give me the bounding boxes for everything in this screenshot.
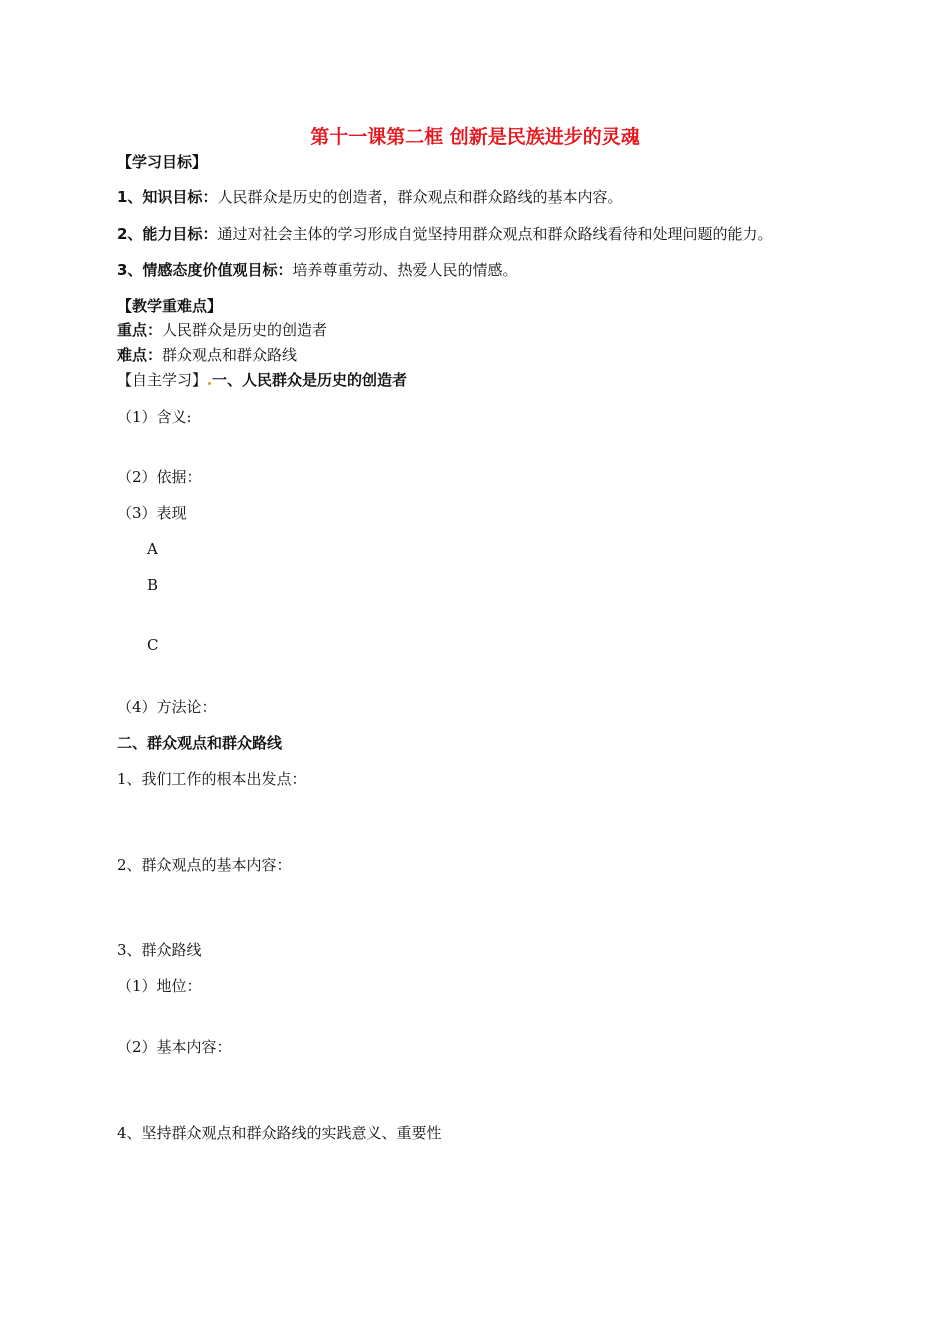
objective-label: 1、知识目标：: [117, 188, 218, 206]
part1-sub-a: A: [147, 540, 158, 558]
part2-item-content: 2、群众观点的基本内容：: [117, 856, 292, 874]
part1-item-meaning: （1）含义:: [117, 408, 192, 426]
objective-text: 培养尊重劳动、热爱人民的情感。: [292, 261, 518, 279]
part2-item-status: （1）地位：: [117, 977, 202, 995]
part2-item-significance: 4、坚持群众观点和群众路线的实践意义、重要性: [117, 1124, 442, 1142]
section-keypoints-heading: 【教学重难点】: [117, 297, 223, 315]
self-study-line: [117, 370, 407, 390]
difficult-point-text: 群众观点和群众路线: [162, 346, 298, 364]
key-point: [117, 320, 327, 340]
part1-item-methodology: （4）方法论：: [117, 698, 217, 716]
objective-label: 3、情感态度价值观目标：: [117, 261, 293, 279]
section-objectives-heading: 【学习目标】: [117, 153, 208, 171]
objective-knowledge: [117, 187, 622, 207]
part2-item-mass-line: 3、群众路线: [117, 941, 202, 959]
objective-ability: [117, 224, 772, 244]
self-study-label: 【自主学习】: [117, 371, 208, 389]
objective-text: 通过对社会主体的学习形成自觉坚持用群众观点和群众路线看待和处理问题的能力。: [217, 225, 773, 243]
marker-dot-icon: [208, 382, 211, 385]
part1-heading: 一、人民群众是历史的创造者: [212, 371, 408, 389]
key-point-label: 重点：: [117, 321, 163, 339]
part1-item-basis: （2）依据：: [117, 468, 202, 486]
objective-emotion: [117, 260, 517, 280]
objective-label: 2、能力目标：: [117, 225, 218, 243]
part2-heading: 二、群众观点和群众路线: [117, 734, 283, 752]
difficult-point: [117, 345, 297, 365]
part1-sub-c: C: [147, 636, 159, 654]
part2-item-starting-point: 1、我们工作的根本出发点：: [117, 770, 307, 788]
objective-text: 人民群众是历史的创造者，群众观点和群众路线的基本内容。: [217, 188, 623, 206]
page-title: 第十一课第二框 创新是民族进步的灵魂: [310, 126, 640, 148]
part1-item-manifestation: （3）表现: [117, 504, 187, 522]
part1-sub-b: B: [147, 576, 159, 594]
key-point-text: 人民群众是历史的创造者: [162, 321, 328, 339]
part2-item-basic-content: （2）基本内容：: [117, 1038, 232, 1056]
difficult-point-label: 难点：: [117, 346, 163, 364]
